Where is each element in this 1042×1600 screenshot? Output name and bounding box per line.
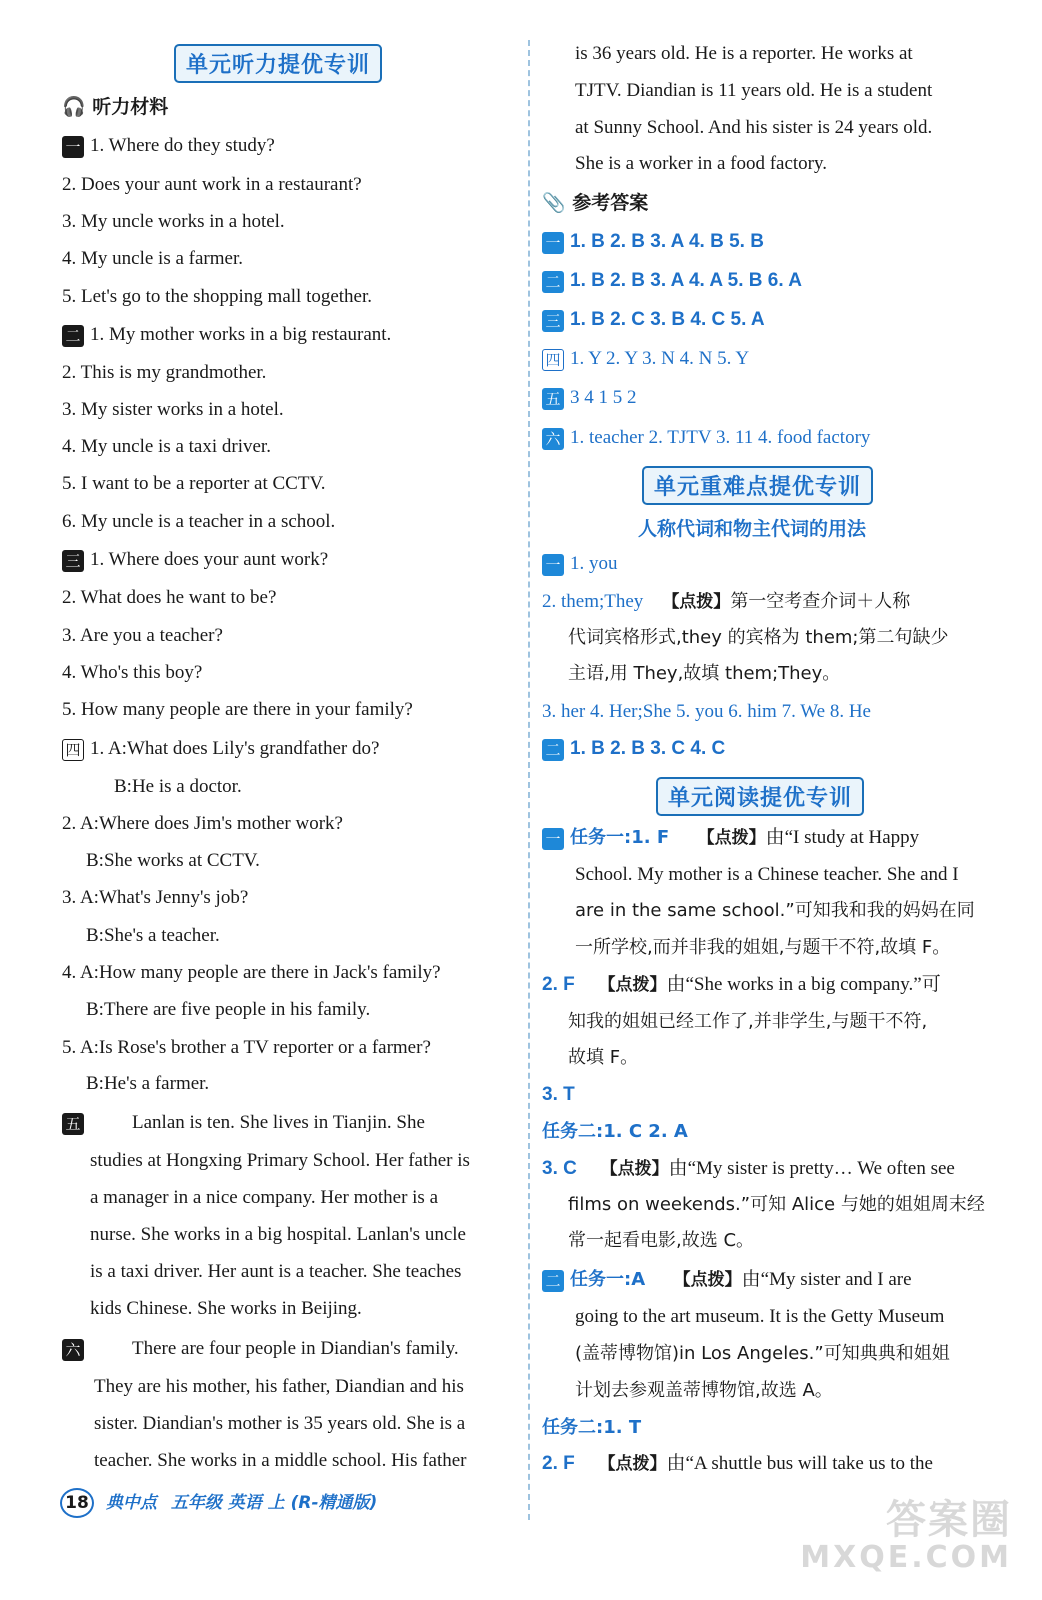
paperclip-icon: 📎 xyxy=(542,192,566,214)
dialog-line: B:She works at CCTV. xyxy=(86,850,260,871)
list-item: 3. My sister works in a hotel. xyxy=(62,399,284,420)
list-item: 3. Are you a teacher? xyxy=(62,625,223,646)
watermark-url: MXQE.COM xyxy=(800,1540,1012,1575)
list-item: 2. Does your aunt work in a restaurant? xyxy=(62,174,362,195)
list-item: 4. My uncle is a taxi driver. xyxy=(62,436,271,457)
answer-row: 二 1. B 2. B 3. A 4. A 5. B 6. A xyxy=(542,269,802,293)
explanation-line: (盖蒂博物馆)in Los Angeles.”可知典典和姐姐 xyxy=(575,1343,950,1364)
dialog-line: B:There are five people in his family. xyxy=(86,999,371,1020)
watermark-logo: 答案圈 xyxy=(886,1497,1012,1543)
dialog-line: 5. A:Is Rose's brother a TV reporter or a farmer? xyxy=(62,1037,431,1058)
answer-row: 三 1. B 2. C 3. B 4. C 5. A xyxy=(542,308,765,332)
explanation-line: are in the same school.”可知我和我的妈妈在同 xyxy=(575,900,975,921)
headphones-icon: 🎧 xyxy=(62,96,86,118)
list-item: 3. My uncle works in a hotel. xyxy=(62,211,285,232)
passage-line: teacher. She works in a middle school. His father xyxy=(94,1450,467,1471)
listening-materials-heading: 🎧 听力材料 xyxy=(62,96,169,118)
list-item: 5. I want to be a reporter at CCTV. xyxy=(62,473,326,494)
listening-title: 单元听力提优专训 xyxy=(174,44,382,83)
explanation-line: School. My mother is a Chinese teacher. She and I xyxy=(575,864,959,885)
answer-row: 3. T xyxy=(542,1084,575,1105)
list-item: 三 1. Where does your aunt work? xyxy=(62,548,328,572)
explanation-line: 计划去参观盖蒂博物馆,故选 A。 xyxy=(575,1380,833,1401)
list-item: 5. Let's go to the shopping mall together. xyxy=(62,286,373,307)
explanation-line: 主语,用 They,故填 them;They。 xyxy=(568,663,841,684)
answers-heading: 📎 参考答案 xyxy=(542,192,649,214)
explanation-line: 3. C 【点拨】由“My sister is pretty… We often see xyxy=(542,1158,955,1179)
passage-line: a manager in a nice company. Her mother is a xyxy=(90,1187,439,1208)
passage-line: They are his mother, his father, Diandian and his xyxy=(94,1376,464,1397)
passage-line: at Sunny School. And his sister is 24 years old. xyxy=(575,117,933,138)
explanation-line: 2. them;They 【点拨】第一空考查介词＋人称 xyxy=(542,591,911,612)
dialog-line: B:He's a farmer. xyxy=(86,1073,210,1094)
list-item: 4. My uncle is a farmer. xyxy=(62,248,243,269)
answer-row: 任务二:1. T xyxy=(542,1417,642,1438)
passage-line: is a taxi driver. Her aunt is a teacher. She teaches xyxy=(90,1261,462,1282)
page-footer xyxy=(60,1488,377,1518)
answer-row: 一 1. B 2. B 3. A 4. B 5. B xyxy=(542,230,764,254)
dialog-line: 2. A:Where does Jim's mother work? xyxy=(62,813,343,834)
book-title: 五年级 英语 上 (R-精通版) xyxy=(170,1493,378,1513)
list-item: 6. My uncle is a teacher in a school. xyxy=(62,511,336,532)
explanation-line: 一所学校,而并非我的姐姐,与题干不符,故填 F。 xyxy=(575,937,951,958)
list-item: 2. What does he want to be? xyxy=(62,587,277,608)
explanation-line: 代词宾格形式,they 的宾格为 them;第二句缺少 xyxy=(568,627,949,648)
dialog-line: 四 1. A:What does Lily's grandfather do? xyxy=(62,737,379,761)
passage-line: studies at Hongxing Primary School. Her father is xyxy=(90,1150,470,1171)
pronoun-subtitle: 人称代词和物主代词的用法 xyxy=(638,518,867,540)
list-item: 2. This is my grandmother. xyxy=(62,362,267,383)
answer-row: 五 3 4 1 5 2 xyxy=(542,386,637,410)
passage-line: kids Chinese. She works in Beijing. xyxy=(90,1298,362,1319)
passage-line: 六 There are four people in Diandian's family. xyxy=(62,1337,459,1361)
key-points-title: 单元重难点提优专训 xyxy=(642,466,873,505)
passage-line: sister. Diandian's mother is 35 years old. She is a xyxy=(94,1413,466,1434)
column-divider xyxy=(528,40,530,1520)
explanation-line: 故填 F。 xyxy=(568,1047,639,1068)
list-item: 一 1. Where do they study? xyxy=(62,134,275,158)
explanation-line: 一 任务一:1. F 【点拨】由“I study at Happy xyxy=(542,826,919,850)
explanation-line: 二 任务一:A 【点拨】由“My sister and I are xyxy=(542,1268,912,1292)
answer-row: 一 1. you xyxy=(542,552,618,576)
explanation-line: going to the art museum. It is the Getty Museum xyxy=(575,1306,945,1327)
explanation-line: 常一起看电影,故选 C。 xyxy=(568,1230,755,1251)
passage-line: TJTV. Diandian is 11 years old. He is a student xyxy=(575,80,933,101)
answer-row: 任务二:1. C 2. A xyxy=(542,1121,688,1142)
passage-line: is 36 years old. He is a reporter. He works at xyxy=(575,43,913,64)
passage-line: 五 Lanlan is ten. She lives in Tianjin. She xyxy=(62,1111,425,1135)
brand-logo: 典中点 xyxy=(105,1493,157,1513)
list-item: 二 1. My mother works in a big restaurant. xyxy=(62,323,391,347)
dialog-line: B:She's a teacher. xyxy=(86,925,220,946)
answer-row: 3. her 4. Her;She 5. you 6. him 7. We 8. He xyxy=(542,701,871,722)
dialog-line: 3. A:What's Jenny's job? xyxy=(62,887,249,908)
answer-row: 二 1. B 2. B 3. C 4. C xyxy=(542,737,725,761)
explanation-line: 2. F 【点拨】由“She works in a big company.”可 xyxy=(542,974,941,995)
passage-line: nurse. She works in a big hospital. Lanlan's uncle xyxy=(90,1224,466,1245)
answer-row: 四 1. Y 2. Y 3. N 4. N 5. Y xyxy=(542,347,749,371)
explanation-line: 知我的姐姐已经工作了,并非学生,与题干不符, xyxy=(568,1011,928,1032)
list-item: 5. How many people are there in your family? xyxy=(62,699,413,720)
list-item: 4. Who's this boy? xyxy=(62,662,203,683)
dialog-line: 4. A:How many people are there in Jack's family? xyxy=(62,962,441,983)
explanation-line: 2. F 【点拨】由“A shuttle bus will take us to the xyxy=(542,1453,933,1474)
page-number: 18 xyxy=(60,1488,94,1518)
answer-row: 六 1. teacher 2. TJTV 3. 11 4. food factory xyxy=(542,426,870,450)
passage-line: She is a worker in a food factory. xyxy=(575,153,828,174)
reading-title: 单元阅读提优专训 xyxy=(656,777,864,816)
dialog-line: B:He is a doctor. xyxy=(114,776,242,797)
explanation-line: films on weekends.”可知 Alice 与她的姐姐周末经 xyxy=(568,1194,985,1215)
